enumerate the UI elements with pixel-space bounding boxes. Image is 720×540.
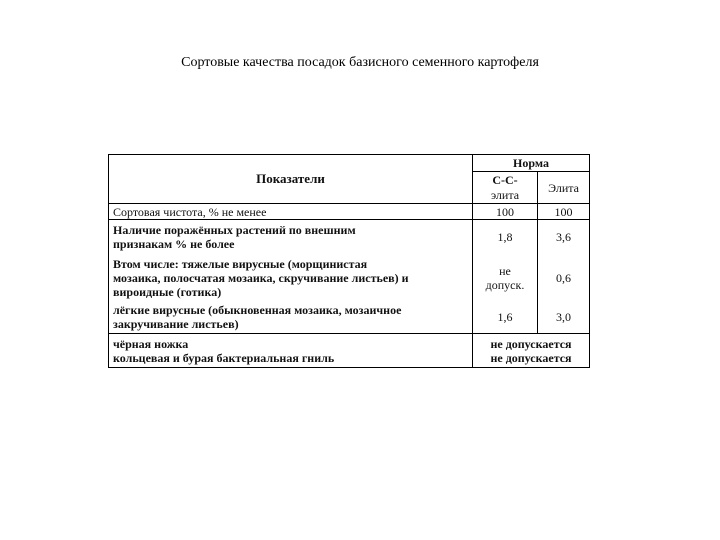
quality-table [108, 154, 589, 368]
row-affected-plants-line1: Наличие поражённых растений по внешним [113, 222, 356, 237]
row-affected-plants-ss: 1,8 [473, 220, 538, 254]
header-ss-elite-line1: С-С- [473, 172, 538, 188]
row-affected-plants-line2: признакам % не более [113, 236, 235, 251]
row-bacterial-label [109, 334, 473, 368]
row-ring-rot-norm: не допускается [490, 350, 572, 365]
row-varietal-purity-ss: 100 [473, 204, 538, 220]
row-mild-viruses-line1: лёгкие вирусные (обыкновенная мозаика, мозаичное [113, 303, 402, 318]
row-blackleg-norm: не допускается [490, 336, 572, 351]
header-ss-elite-line2: элита [473, 188, 538, 204]
row-affected-plants-elite: 3,6 [538, 220, 590, 254]
row-affected-plants-label [109, 220, 473, 254]
header-row-norm [109, 155, 590, 172]
header-norm: Норма [473, 155, 590, 172]
row-mild-viruses-line2: закручивание листьев) [113, 317, 239, 332]
row-severe-viruses-elite: 0,6 [538, 254, 590, 302]
table-row [109, 334, 590, 368]
header-indicators: Показатели [109, 155, 473, 204]
row-severe-viruses-label [109, 254, 473, 302]
row-severe-viruses-ss-line2: допуск. [485, 277, 525, 292]
row-mild-viruses-elite: 3,0 [538, 302, 590, 334]
row-severe-viruses-line1: Втом числе: тяжелые вирусные (морщинистая [113, 256, 368, 271]
row-severe-viruses-ss [473, 254, 538, 302]
row-mild-viruses-label [109, 302, 473, 334]
row-ring-rot-label: кольцевая и бурая бактериальная гниль [113, 350, 335, 365]
row-severe-viruses-line2: мозаика, полосчатая мозаика, скручивание листьев) и [113, 270, 409, 285]
row-blackleg-label: чёрная ножка [113, 336, 189, 351]
table-row [109, 254, 590, 302]
row-mild-viruses-ss: 1,6 [473, 302, 538, 334]
row-severe-viruses-ss-line1: не [499, 263, 511, 278]
table-row [109, 220, 590, 254]
table-row [109, 204, 590, 220]
row-severe-viruses-line3: вироидные (готика) [113, 284, 222, 299]
quality-table-grid [108, 154, 590, 368]
row-varietal-purity-label: Сортовая чистота, % не менее [109, 204, 473, 220]
row-varietal-purity-elite: 100 [538, 204, 590, 220]
header-elite: Элита [538, 172, 590, 204]
table-row [109, 302, 590, 334]
row-bacterial-norm [473, 334, 590, 368]
page-title: Сортовые качества посадок базисного семенного картофеля [181, 55, 539, 70]
